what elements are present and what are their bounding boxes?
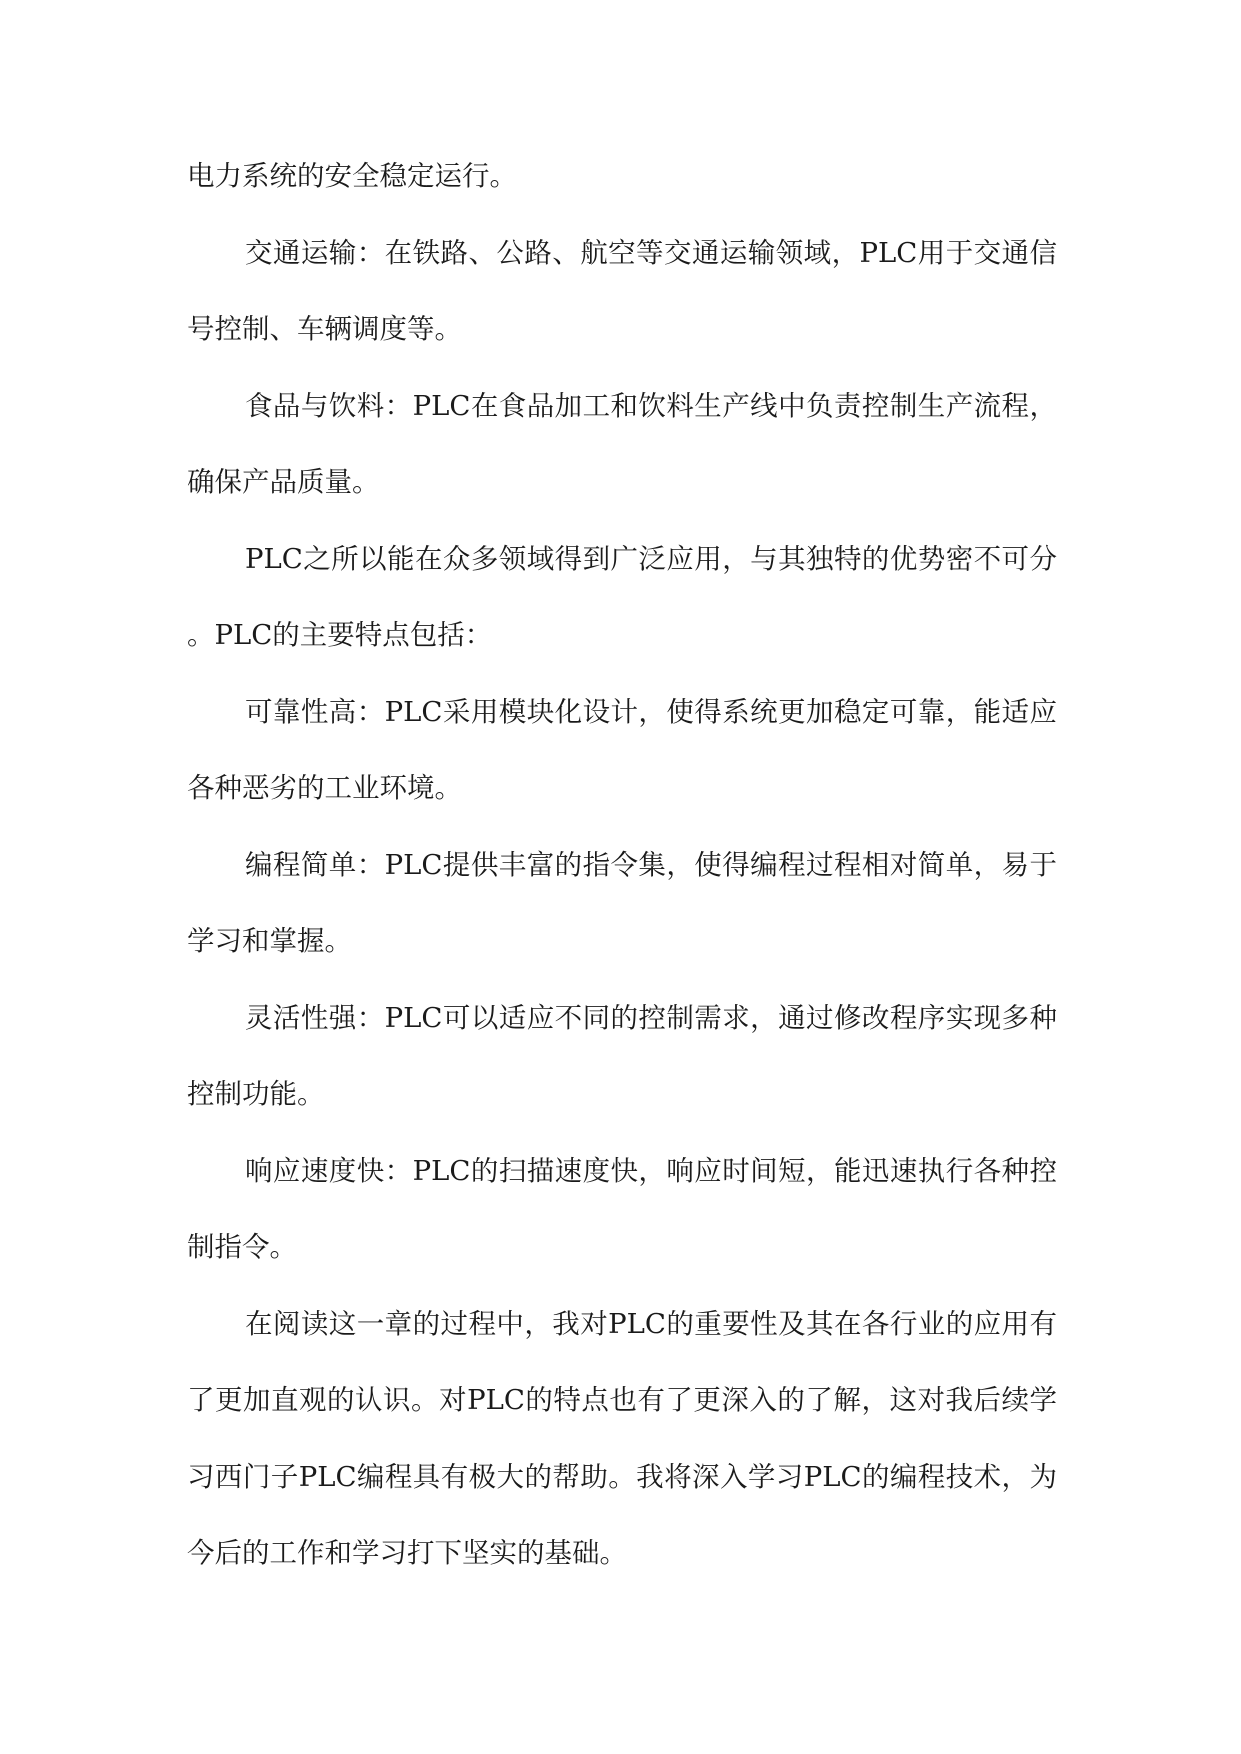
paragraph-plc-advantages-intro: PLC之所以能在众多领域得到广泛应用，与其独特的优势密不可分。PLC的主要特点包括： — [187, 542, 1057, 651]
paragraph-simple-programming: 编程简单：PLC提供丰富的指令集，使得编程过程相对简单，易于学习和掌握。 — [187, 848, 1057, 957]
paragraph-transportation: 交通运输：在铁路、公路、航空等交通运输领域，PLC用于交通信号控制、车辆调度等。 — [187, 236, 1057, 345]
paragraph-continuation: 电力系统的安全稳定运行。 — [187, 160, 517, 192]
paragraph-reliability: 可靠性高：PLC采用模块化设计，使得系统更加稳定可靠，能适应各种恶劣的工业环境。 — [187, 695, 1057, 804]
paragraph-food-beverage: 食品与饮料：PLC在食品加工和饮料生产线中负责控制生产流程，确保产品质量。 — [187, 389, 1057, 498]
paragraph-reflection: 在阅读这一章的过程中，我对PLC的重要性及其在各行业的应用有了更加直观的认识。对PLC的特点也有了更深入的了解，这对我后续学习西门子PLC编程具有极大的帮助。我将深入学习PLC的编程技术，为今后的工作和学习打下坚实的基础。 — [187, 1307, 1057, 1569]
paragraph-response-speed: 响应速度快：PLC的扫描速度快，响应时间短，能迅速执行各种控制指令。 — [187, 1154, 1057, 1263]
paragraph-flexibility: 灵活性强：PLC可以适应不同的控制需求，通过修改程序实现多种控制功能。 — [187, 1001, 1057, 1110]
document-body — [187, 138, 1057, 1592]
